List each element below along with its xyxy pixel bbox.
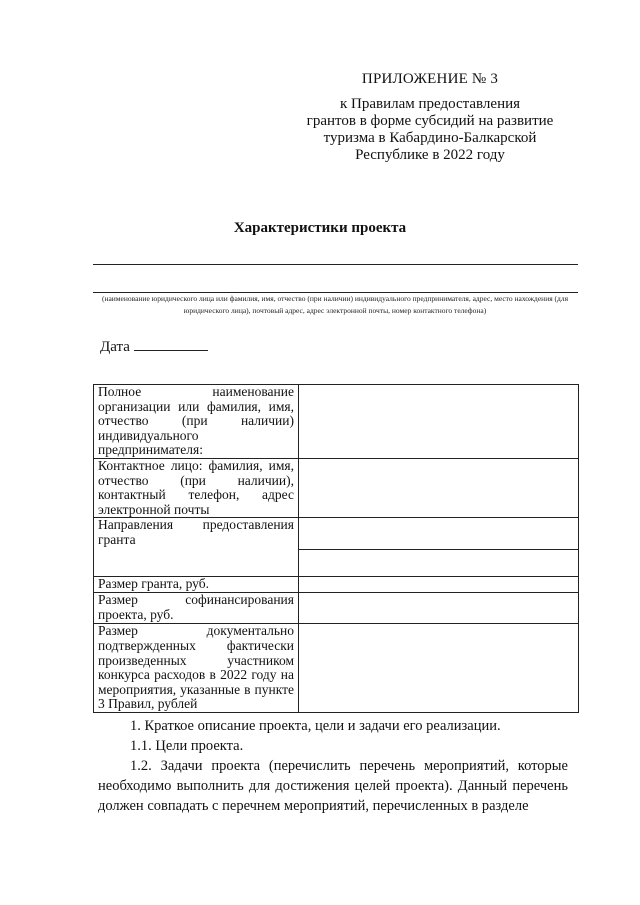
- row-value-cell: [299, 458, 579, 517]
- table-row: [94, 518, 579, 577]
- appendix-line: к Правилам предоставления: [339, 96, 521, 112]
- row-label: Размер документально подтвержденных фактически произведенных участником конкурса расходов в 2022 году на мероприятия, указанные в пункте 3 Правил, рублей: [94, 624, 299, 713]
- row-value-cell: [299, 593, 579, 624]
- applicant-fill-line: [93, 264, 578, 265]
- appendix-number: ПРИЛОЖЕНИЕ № 3: [361, 71, 499, 87]
- appendix-header: [290, 70, 570, 164]
- appendix-reference: [290, 96, 570, 164]
- paragraph: 1.1. Цели проекта.: [130, 738, 244, 754]
- date-blank-line: [134, 336, 208, 351]
- row-label: Размер софинансирования проекта, руб.: [94, 593, 299, 624]
- date-label: Дата: [100, 339, 130, 355]
- project-characteristics-table: [93, 384, 579, 713]
- table-row: [94, 593, 579, 624]
- applicant-caption: (наименование юридического лица или фамилия, имя, отчество (при наличии) индивидуального предпринимателя, адрес, место нахождения (для юридического лица), почтовый адрес, адрес электронной почты, номер контактного телефона): [101, 294, 569, 315]
- row-label: Направления предоставления гранта: [94, 518, 299, 577]
- row-value-cell: [299, 577, 579, 593]
- project-description: [98, 716, 568, 816]
- row-label: Размер гранта, руб.: [94, 577, 299, 593]
- table-row: [94, 458, 579, 517]
- appendix-line: Республике в 2022 году: [355, 147, 505, 163]
- row-label: Контактное лицо: фамилия, имя, отчество (при наличии), контактный телефон, адрес электронной почты: [94, 458, 299, 517]
- paragraph: 1. Краткое описание проекта, цели и задачи его реализации.: [130, 718, 501, 734]
- paragraph: 1.2. Задачи проекта (перечислить перечень мероприятий, которые необходимо выполнить для достижения целей проекта). Данный перечень должен совпадать с перечнем мероприятий, перечисленных в разделе: [98, 758, 568, 814]
- table-row: [94, 624, 579, 713]
- table-row: [94, 385, 579, 459]
- page-title: Характеристики проекта: [233, 220, 407, 236]
- row-value-cell: [299, 624, 579, 713]
- row-value-cell-split: [299, 518, 579, 577]
- appendix-line: туризма в Кабардино-Балкарской: [323, 130, 537, 146]
- date-field: [100, 336, 208, 356]
- appendix-line: грантов в форме субсидий на развитие: [306, 113, 554, 129]
- row-label: Полное наименование организации или фамилия, имя, отчество (при наличии) индивидуального предпринимателя:: [94, 385, 299, 459]
- table-row: [94, 577, 579, 593]
- row-value-cell: [299, 385, 579, 459]
